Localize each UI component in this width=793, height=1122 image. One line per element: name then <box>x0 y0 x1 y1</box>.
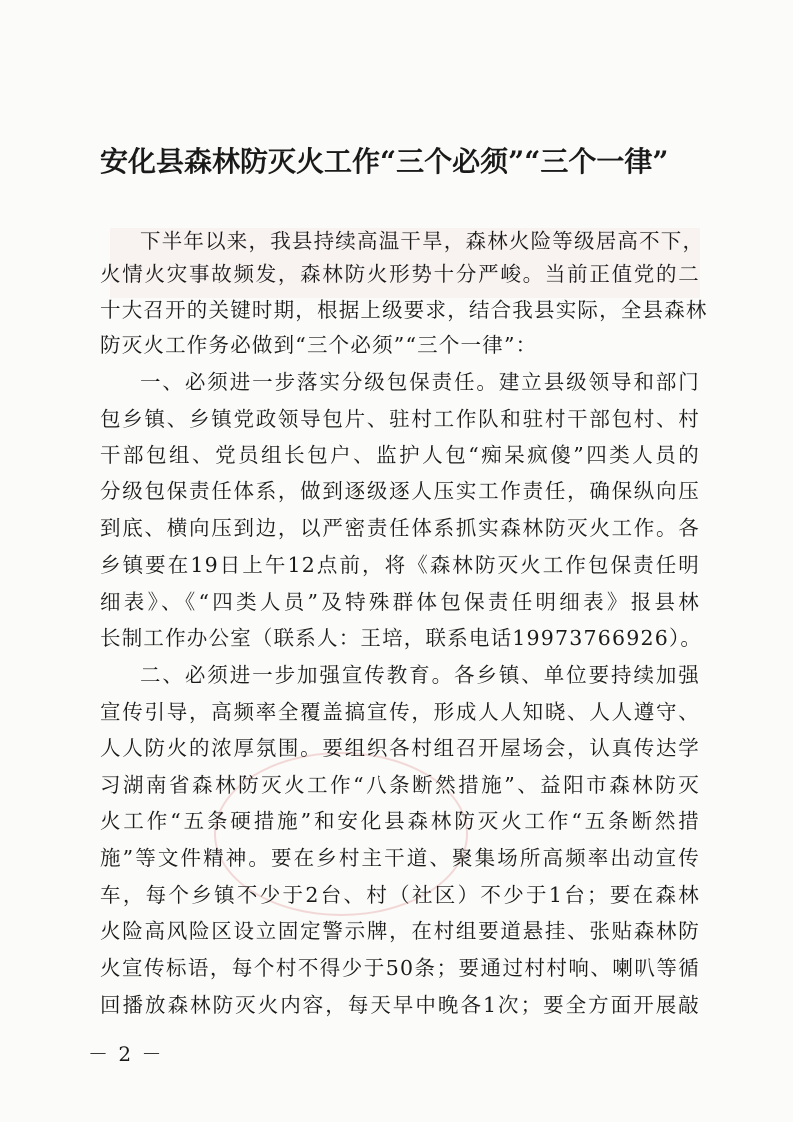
paragraph-line: 火工作“五条硬措施”和安化县森林防灭火工作“五条断然措 <box>100 809 700 833</box>
paragraph-line: 乡镇要在19日上午12点前，将《森林防灭火工作包保责任明 <box>100 553 700 577</box>
paragraph-line: 人人防火的浓厚氛围。要组织各村组召开屋场会，认真传达学 <box>100 736 700 760</box>
paragraph-line: 车，每个乡镇不少于2台、村（社区）不少于1台；要在森林 <box>100 883 700 907</box>
paragraph-line: 十大召开的关键时期，根据上级要求，结合我县实际，全县森林 <box>100 298 708 322</box>
document-title: 安化县森林防灭火工作“三个必须”“三个一律” <box>100 145 669 178</box>
page-number: － 2 － <box>88 1042 164 1066</box>
paragraph-line: 施”等文件精神。要在乡村主干道、聚集场所高频率出动宣传 <box>100 846 700 870</box>
paragraph-line: 长制工作办公室（联系人：王培，联系电话19973766926）。 <box>100 626 703 650</box>
section-heading-line: 一、必须进一步落实分级包保责任。建立县级领导和部门 <box>140 370 700 394</box>
paragraph-line: 防灭火工作务必做到“三个必须”“三个一律”： <box>100 333 538 357</box>
paragraph-line: 习湖南省森林防灭火工作“八条断然措施”、益阳市森林防灭 <box>100 773 700 797</box>
paragraph-line: 分级包保责任体系，做到逐级逐人压实工作责任，确保纵向压 <box>100 479 700 503</box>
paragraph-line: 下半年以来，我县持续高温干旱，森林火险等级居高不下， <box>140 229 705 253</box>
paragraph-line: 到底、横向压到边，以严密责任体系抓实森林防灭火工作。各 <box>100 516 700 540</box>
paragraph-line: 细表》、《“四类人员”及特殊群体包保责任明细表》报县林 <box>100 590 700 614</box>
paragraph-line: 火宣传标语，每个村不得少于50条；要通过村村响、喇叭等循 <box>100 956 700 980</box>
paragraph-line: 干部包组、党员组长包户、监护人包“痴呆疯傻”四类人员的 <box>100 443 700 467</box>
paragraph-line: 宣传引导，高频率全覆盖搞宣传，形成人人知晓、人人遵守、 <box>100 700 700 724</box>
section-heading-line: 二、必须进一步加强宣传教育。各乡镇、单位要持续加强 <box>140 663 700 687</box>
paragraph-line: 回播放森林防灭火内容，每天早中晚各1次；要全方面开展敲 <box>100 993 700 1017</box>
paragraph-line: 包乡镇、乡镇党政领导包片、驻村工作队和驻村干部包村、村 <box>100 407 700 431</box>
paragraph-line: 火险高风险区设立固定警示牌，在村组要道悬挂、张贴森林防 <box>100 919 700 943</box>
paragraph-line: 火情火灾事故频发，森林防火形势十分严峻。当前正值党的二 <box>100 262 700 286</box>
